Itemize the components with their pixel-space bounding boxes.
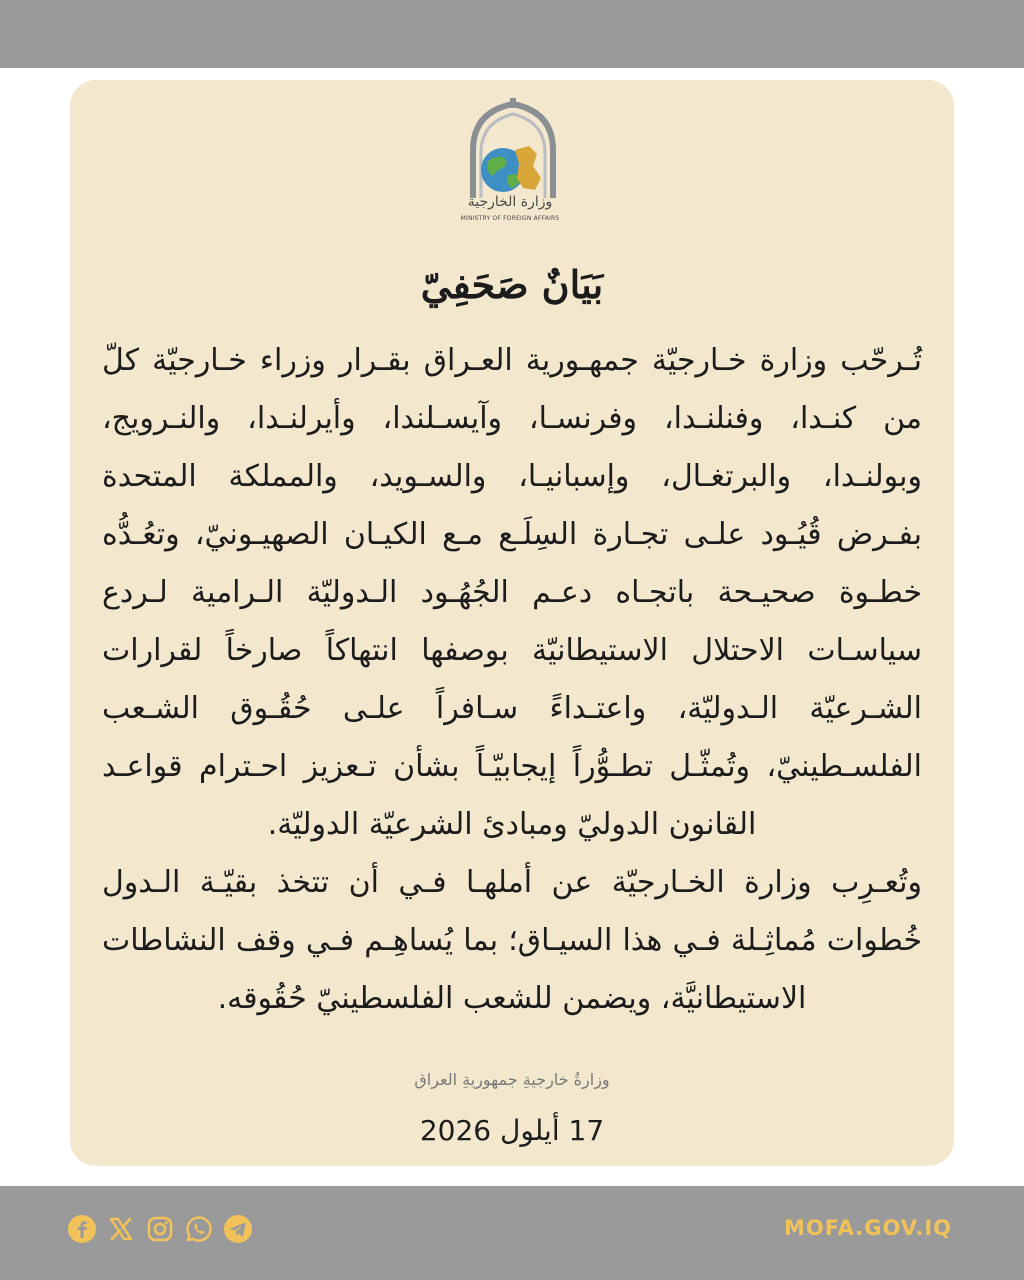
logo-english-text: MINISTRY OF FOREIGN AFFAIRS (460, 215, 560, 222)
whatsapp-icon[interactable] (183, 1213, 215, 1245)
body-line: سياسـات الاحتلال الاستيطانيّة بوصفها انتهاكاً صارخاً لقرارات (102, 633, 922, 668)
body-line: تُـرحّب وزارة خـارجيّة جمهـورية العـراق بقـرار وزراء خـارجيّة كلّ (102, 343, 922, 378)
footer (0, 1186, 1024, 1280)
body-line: بفـرض قُيُـود علـى تجـارة السِلَـع مـع الكيـان الصهيـونيّ، وتعُـدُّه (102, 517, 922, 552)
logo-arabic-text: وزارة الخارجية (467, 194, 553, 210)
statement-title: بَيَانٌ صَحَفِيّ (420, 262, 604, 307)
statement-card (70, 80, 954, 1166)
ministry-logo-icon (463, 98, 563, 248)
body-line: الفلسـطينيّ، وتُمثّـل تطـوُّراً إيجابيّـاً بشأن تـعزيز احـترام قواعـد (102, 749, 922, 784)
signature: وزارةُ خارجيةِ جمهوريةِ العراق (414, 1070, 610, 1089)
page (0, 68, 1024, 1186)
x-icon[interactable] (105, 1213, 137, 1245)
body-line: وتُعـرِب وزارة الخـارجيّة عن أملهـا فـي أن تتخذ بقيّـة الـدول (102, 865, 922, 900)
facebook-icon[interactable] (66, 1213, 98, 1245)
instagram-icon[interactable] (144, 1213, 176, 1245)
body-line: وبولنـدا، والبرتغـال، وإسبانيـا، والسـويد، والمملكة المتحدة (102, 459, 922, 494)
body-line: القانون الدوليّ ومبادئ الشرعيّة الدوليّة. (267, 807, 757, 842)
body-line: من كنـدا، وفنلنـدا، وفرنسـا، وآيسـلندا، وأيرلنـدا، والنـرويج، (102, 401, 922, 436)
social-links (66, 1213, 254, 1245)
statement-date: 17 أيلول 2026 (419, 1114, 605, 1147)
website-link[interactable]: MOFA.GOV.IQ (783, 1216, 952, 1240)
telegram-icon[interactable] (222, 1213, 254, 1245)
body-line: الاستيطانيَّة، ويضمن للشعب الفلسطينيّ حُقُوقه. (217, 981, 807, 1016)
body-line: الشـرعيّة الـدوليّة، واعتـداءً سـافراً علـى حُقُـوق الشـعب (102, 691, 922, 726)
top-band (0, 0, 1024, 68)
body-line: خطـوة صحيـحة باتجـاه دعـم الجُهُـود الـدوليّة الـرامية لـردع (102, 575, 922, 610)
body-line: خُطوات مُماثِـلة فـي هذا السيـاق؛ بما يُساهِـم فـي وقف النشاطات (102, 923, 922, 958)
statement-body (102, 332, 922, 1028)
